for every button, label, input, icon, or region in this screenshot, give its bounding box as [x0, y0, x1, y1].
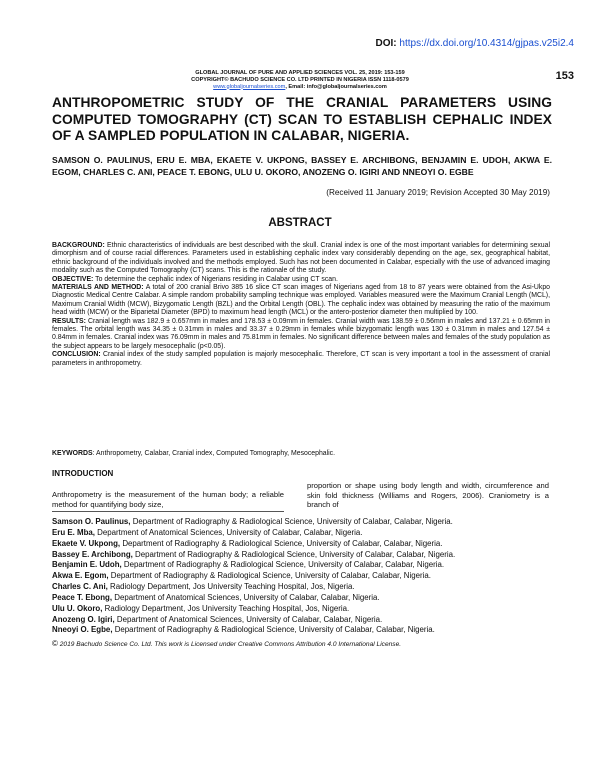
conclusion-label: CONCLUSION: — [52, 351, 101, 359]
intro-right-column: proportion or shape using body length and width, circumference and skin fold thickness (Williams and Rogers, 2006). Craniometry is a branch of — [307, 481, 549, 510]
journal-citation: GLOBAL JOURNAL OF PURE AND APPLIED SCIENCES VOL. 25, 2019: 153-159 — [195, 70, 405, 76]
affiliation-name: Ekaete V. Ukpong, — [52, 538, 121, 548]
affiliation-item — [52, 571, 572, 582]
affiliation-name: Ulu U. Okoro, — [52, 603, 103, 613]
journal-contact — [0, 84, 600, 91]
received-dates: (Received 11 January 2019; Revision Accepted 30 May 2019) — [326, 188, 550, 197]
affiliation-name: Akwa E. Egom, — [52, 571, 109, 581]
affiliation-item — [52, 604, 572, 615]
license-text: 2019 Bachudo Science Co. Ltd. This work is Licensed under Creative Commons Attribution 4.0 International License. — [57, 641, 402, 648]
license-notice — [52, 639, 401, 648]
affiliation-item — [52, 582, 572, 593]
page-number: 153 — [555, 70, 574, 82]
affiliation-name: Anozeng O. Igiri, — [52, 614, 115, 624]
affiliation-name: Bassey E. Archibong, — [52, 549, 133, 559]
intro-left-column: Anthropometry is the measurement of the human body; a reliable method for quantifying body size, — [52, 490, 284, 509]
abstract-body — [52, 242, 550, 368]
abstract-background — [52, 242, 550, 276]
affiliation-dept: Department of Radiography & Radiological Science, University of Calabar, Calabar, Nigeria. — [112, 625, 435, 635]
background-text: Ethnic characteristics of individuals are best described with the skull. Cranial index is one of the most important variables for determining sexual dimorphism and of course racial differences. Parameters used in establishing cephalic index vary considerably depending on the age, sex, geographical habitat, ethnic background of the individuals involved and the methods employed. Such has not been documented in Calabar, especially with the use of advanced imaging modality such as the Computed Tomography (CT) scans. This is the rationale of the study. — [52, 242, 550, 275]
abstract-results — [52, 318, 550, 352]
footnote-divider — [52, 511, 284, 512]
keywords — [52, 450, 550, 458]
keywords-text: : Anthropometry, Calabar, Cranial index, Computed Tomography, Mesocephalic. — [92, 450, 336, 457]
abstract-heading: ABSTRACT — [268, 217, 332, 229]
author-list: SAMSON O. PAULINUS, ERU E. MBA, EKAETE V. UKPONG, BASSEY E. ARCHIBONG, BENJAMIN E. UDOH, AKWA E. EGOM, CHARLES C. ANI, PEACE T. EBONG, ULU U. OKORO, ANOZENG O. IGIRI AND NNEOYI O. EGBE — [52, 155, 552, 178]
affiliation-name: Nneoyi O. Egbe, — [52, 625, 113, 635]
objective-label: OBJECTIVE: — [52, 275, 94, 283]
abstract-conclusion — [52, 351, 550, 368]
affiliation-name: Benjamin E. Udoh, — [52, 560, 122, 570]
affiliation-item — [52, 528, 572, 539]
affiliation-item — [52, 625, 572, 636]
affiliation-item — [52, 615, 572, 626]
affiliation-dept: Department of Anatomical Sciences, University of Calabar, Calabar, Nigeria. — [112, 592, 380, 602]
results-text: Cranial length was 182.9 ± 0.657mm in males and 178.53 ± 0.09mm in females. Cranial width was 138.59 ± 0.56mm in males and 137.21 ± 0.65mm in females. The orbital length was 34.35 ± 0.31mm in males and 33.37 ± 0.29mm in females while bizygomatic length was 130 ± 0.31mm in males and 127.54 ± 0.84mm in females. Cranial index was 76.09mm in males and 75.81mm in females. No significant difference between males and females of the study population as the subject appears to be largely mesocephalic (p<0.05). — [52, 317, 550, 350]
journal-header — [0, 70, 600, 90]
affiliation-dept: Department of Radiography & Radiological Science, University of Calabar, Calabar, Nigeria. — [108, 571, 431, 581]
background-label: BACKGROUND: — [52, 242, 105, 249]
affiliation-item — [52, 517, 572, 528]
doi-label: DOI: — [375, 38, 397, 49]
affiliation-name: Peace T. Ebong, — [52, 592, 113, 602]
conclusion-text: Cranial index of the study sampled population is majorly mesocephalic. Therefore, CT scan is very important a tool in the assessment of cranial parameters in anthropometry. — [52, 351, 550, 367]
keywords-label: KEYWORDS — [52, 450, 93, 457]
methods-label: MATERIALS AND METHOD: — [52, 284, 144, 292]
journal-copyright: COPYRIGHT© BACHUDO SCIENCE CO. LTD PRINTED IN NIGERIA ISSN 1118-0579 — [191, 76, 409, 83]
affiliations — [52, 517, 572, 636]
introduction-heading: INTRODUCTION — [52, 469, 114, 478]
paper-title: ANTHROPOMETRIC STUDY OF THE CRANIAL PARAMETERS USING COMPUTED TOMOGRAPHY (CT) SCAN TO ESTABLISH CEPHALIC INDEX OF A SAMPLED POPULATION IN CALABAR, NIGERIA. — [52, 95, 552, 143]
affiliation-dept: Department of Radiography & Radiological Science, University of Calabar, Calabar, Nigeria. — [132, 549, 456, 559]
doi-link[interactable]: https://dx.doi.org/10.4314/gjpas.v25i2.4 — [399, 38, 574, 49]
affiliation-dept: Radiology Department, Jos University Teaching Hospital, Jos, Nigeria. — [102, 603, 350, 613]
affiliation-dept: Department of Anatomical Sciences, University of Calabar, Calabar, Nigeria. — [94, 527, 363, 537]
affiliation-dept: Department of Radiography & Radiological Science, University of Calabar, Calabar, Nigeria. — [130, 517, 453, 526]
affiliation-item — [52, 550, 572, 561]
copyright-icon: © — [52, 639, 58, 648]
abstract-methods — [52, 284, 550, 318]
affiliation-dept: Department of Anatomical Sciences, University of Calabar, Calabar, Nigeria. — [114, 614, 383, 624]
affiliation-item — [52, 539, 572, 550]
abstract-objective — [52, 276, 550, 284]
results-label: RESULTS: — [52, 317, 86, 325]
journal-email: , Email: info@globaljournalseries.com — [285, 83, 387, 90]
affiliation-name: Charles C. Ani, — [52, 582, 108, 592]
journal-website-link[interactable]: www.globaljournalseries.com — [213, 83, 286, 90]
objective-text: To determine the cephalic index of Nigerians residing in Calabar using CT scan. — [93, 275, 338, 283]
doi-line — [376, 38, 574, 49]
affiliation-name: Samson O. Paulinus, — [52, 517, 131, 526]
affiliation-name: Eru E. Mba, — [52, 527, 95, 537]
affiliation-dept: Radiology Department, Jos University Teaching Hospital, Jos, Nigeria. — [107, 582, 355, 592]
affiliation-dept: Department of Radiography & Radiological Science, University of Calabar, Calabar, Nigeria. — [121, 560, 445, 570]
affiliation-dept: Department of Radiography & Radiological Science, University of Calabar, Calabar, Nigeria. — [120, 538, 443, 548]
affiliation-item — [52, 560, 572, 571]
affiliation-item — [52, 593, 572, 604]
methods-text: A total of 200 cranial Brivo 385 16 slice CT scan images of Nigerians aged from 18 to 87 years were obtained from the Asi-Ukpo Diagnostic Medical Centre Calabar. A simple random probability sampling technique was employed. Variables measured were the Maximum Cranial Length (MCL), Maximum Cranial Width (MCW), Bizygomatic Length (BZL) and the Orbital Length (OBL). The cephalic index was obtained by measuring the ratio of the maximum head width (MCW) or the Biparietal Diameter (BPD) to maximum head length (MCL) or the antero-posterior diameter then multiplied by 100. — [52, 284, 550, 317]
